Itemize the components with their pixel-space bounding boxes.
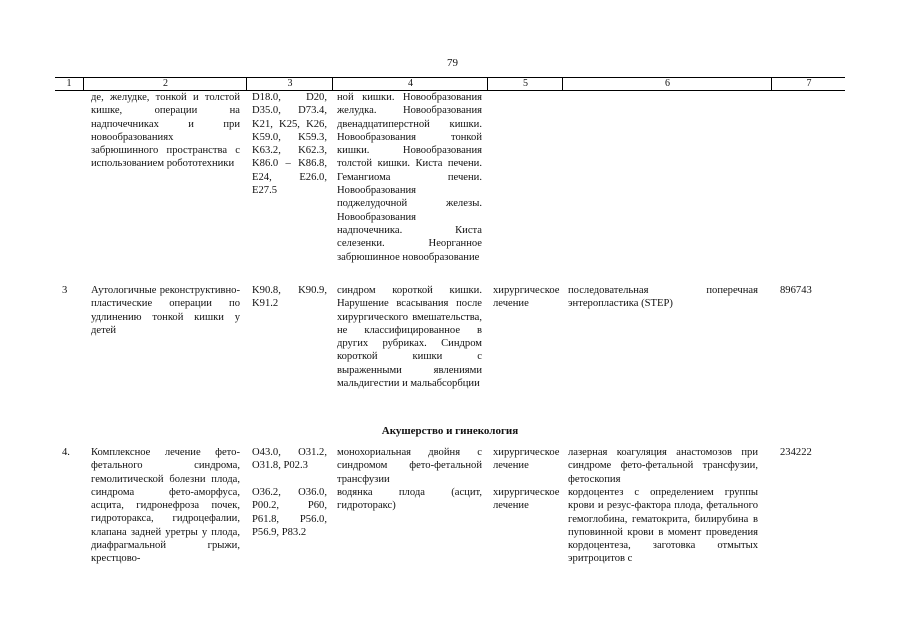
column-header-2: 2 [83,78,247,90]
row-4-cost: 234222 [780,447,812,458]
column-header-6: 6 [562,78,772,90]
page-number: 79 [447,57,458,69]
row-cont-codes: D18.0, D20, D35.0, D73.4, K21, K25, K26, K59.0, K59.3, K63.2, K62.3, K86.0 – K86.8, E24, E26.0, E27.5 [252,92,327,197]
row-4-treatment-type-b: хирургическое лечение [493,487,560,512]
row-cont-diagnosis: ной кишки. Новообразования желудка. Новообразования двенадцатиперстной кишки. Новообразования тонкой кишки. Новообразования толстой кишки. Киста печени. Гемангиома печени. Новообразования поджелудочной железы. Новообразования надпочечника. Киста селезенки. Неорганное забрюшинное новообразование [337,92,482,263]
row-4-method: Комплексное лечение фето-фетального синдрома, гемолитической болезни плода, синдрома фето-аморфуса, асцита, гидронефроза почек, гидроторакса, гидроцефалии, клапана задней уретры у плода, диафрагмальной грыжи, крестцово- [91,447,240,565]
column-header-5: 5 [487,78,563,90]
row-4-treatment-method-b: кордоцентез с определением группы крови и резус-фактора плода, фетального гемоглобина, гематокрита, билирубина в пуповинной крови в момент проведения кордоцентеза, заготовка отмытых эритроцитов с [568,487,758,565]
row-4-diagnosis-b: водянка плода (асцит, гидроторакс) [337,487,482,512]
column-header-row [55,77,845,91]
row-cont-method: де, желудке, тонкой и толстой кишке, операции на надпочечниках и при новообразованиях забрюшинного пространства с использованием робототехники [91,92,240,170]
column-header-4: 4 [332,78,488,90]
column-header-7: 7 [771,78,846,90]
column-header-3: 3 [246,78,333,90]
section-title: Акушерство и гинекология [381,425,519,437]
row-3-codes: K90.8, K90.9, K91.2 [252,285,327,310]
row-4-treatment-method-a: лазерная коагуляция анастомозов при синдроме фето-фетальной трансфузии, фетоскопия [568,447,758,485]
row-4-codes-b: O36.2, O36.0, P00.2, P60, P61.8, P56.0, P56.9, P83.2 [252,487,327,538]
row-3-cost: 896743 [780,285,812,296]
row-4-treatment-type-a: хирургическое лечение [493,447,560,472]
row-4-number: 4. [62,447,70,458]
column-header-1: 1 [66,78,72,89]
row-4-codes-a: O43.0, O31.2, O31.8, P02.3 [252,447,327,472]
row-3-diagnosis: синдром короткой кишки. Нарушение всасывания после хирургического вмешательства, не классифицированное в других рубриках. Синдром короткой кишки с выраженными явлениями мальдигестии и мальабсорбции [337,285,482,390]
row-3-treatment-type: хирургическое лечение [493,285,560,310]
row-4-diagnosis-a: монохориальная двойня с синдромом фето-фетальной трансфузии [337,447,482,485]
row-3-number: 3 [62,285,68,296]
row-3-treatment-method: последовательная поперечная энтеропластика (STEP) [568,285,758,310]
row-3-method: Аутологичные реконструктивно-пластические операции по удлинению тонкой кишки у детей [91,285,240,336]
